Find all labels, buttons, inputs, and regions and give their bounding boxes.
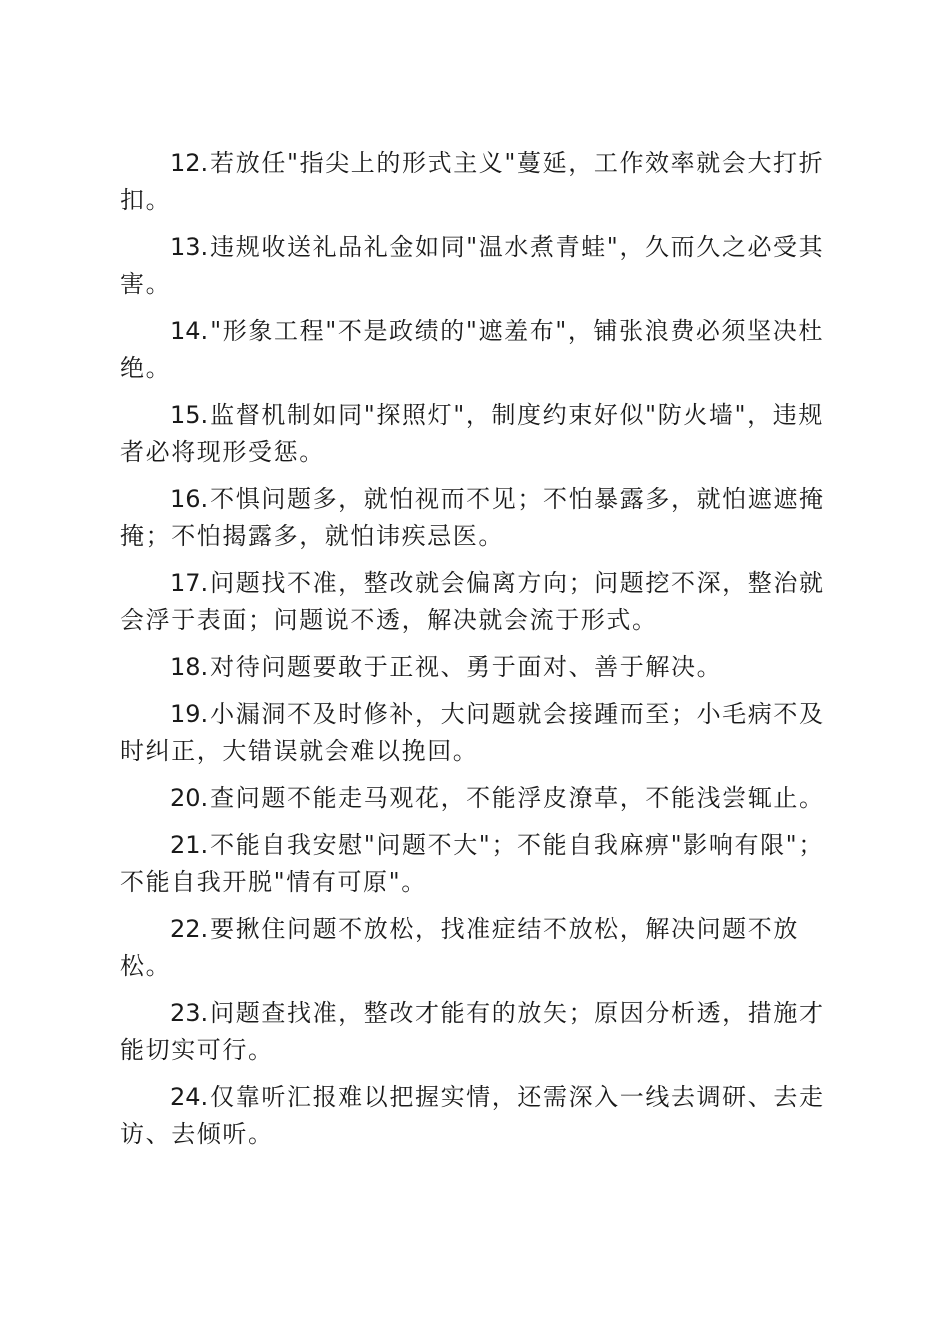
list-item (120, 313, 832, 387)
item-text: "形象工程"不是政绩的"遮羞布"，铺张浪费必须坚决杜绝。 (120, 317, 824, 382)
document-page (120, 145, 832, 1163)
item-number: 23. (170, 999, 209, 1027)
item-text: 监督机制如同"探照灯"，制度约束好似"防火墙"，违规者必将现形受惩。 (120, 401, 824, 466)
item-number: 15. (170, 401, 209, 429)
list-item (120, 229, 832, 303)
item-number: 20. (170, 784, 209, 812)
item-number: 14. (170, 317, 209, 345)
item-number: 17. (170, 569, 209, 597)
item-number: 12. (170, 149, 209, 177)
item-text: 若放任"指尖上的形式主义"蔓延，工作效率就会大打折扣。 (120, 149, 825, 214)
item-text: 不惧问题多，就怕视而不见；不怕暴露多，就怕遮遮掩掩；不怕揭露多，就怕讳疾忌医。 (120, 485, 825, 550)
list-item (120, 827, 832, 901)
list-item (120, 696, 832, 770)
list-item (120, 145, 832, 219)
item-number: 19. (170, 700, 209, 728)
list-item (120, 1079, 832, 1153)
item-text: 违规收送礼品礼金如同"温水煮青蛙"，久而久之必受其害。 (120, 233, 825, 298)
item-number: 24. (170, 1083, 209, 1111)
item-number: 22. (170, 915, 209, 943)
list-item (120, 995, 832, 1069)
item-text: 问题查找准，整改才能有的放矢；原因分析透，措施才能切实可行。 (120, 999, 825, 1064)
item-number: 13. (170, 233, 209, 261)
list-item (120, 565, 832, 639)
item-number: 21. (170, 831, 209, 859)
item-text: 小漏洞不及时修补，大问题就会接踵而至；小毛病不及时纠正，大错误就会难以挽回。 (120, 700, 825, 765)
list-item (120, 780, 832, 817)
item-text: 对待问题要敢于正视、勇于面对、善于解决。 (210, 653, 723, 681)
item-text: 要揪住问题不放松，找准症结不放松，解决问题不放松。 (120, 915, 799, 980)
list-item (120, 397, 832, 471)
item-number: 16. (170, 485, 209, 513)
list-item (120, 911, 832, 985)
item-text: 仅靠听汇报难以把握实情，还需深入一线去调研、去走访、去倾听。 (120, 1083, 825, 1148)
item-text: 问题找不准，整改就会偏离方向；问题挖不深，整治就会浮于表面；问题说不透，解决就会流于形式。 (120, 569, 825, 634)
list-item (120, 649, 832, 686)
list-item (120, 481, 832, 555)
item-number: 18. (170, 653, 209, 681)
item-text: 查问题不能走马观花，不能浮皮潦草，不能浅尝辄止。 (210, 784, 825, 812)
item-text: 不能自我安慰"问题不大"；不能自我麻痹"影响有限"；不能自我开脱"情有可原"。 (120, 831, 824, 896)
